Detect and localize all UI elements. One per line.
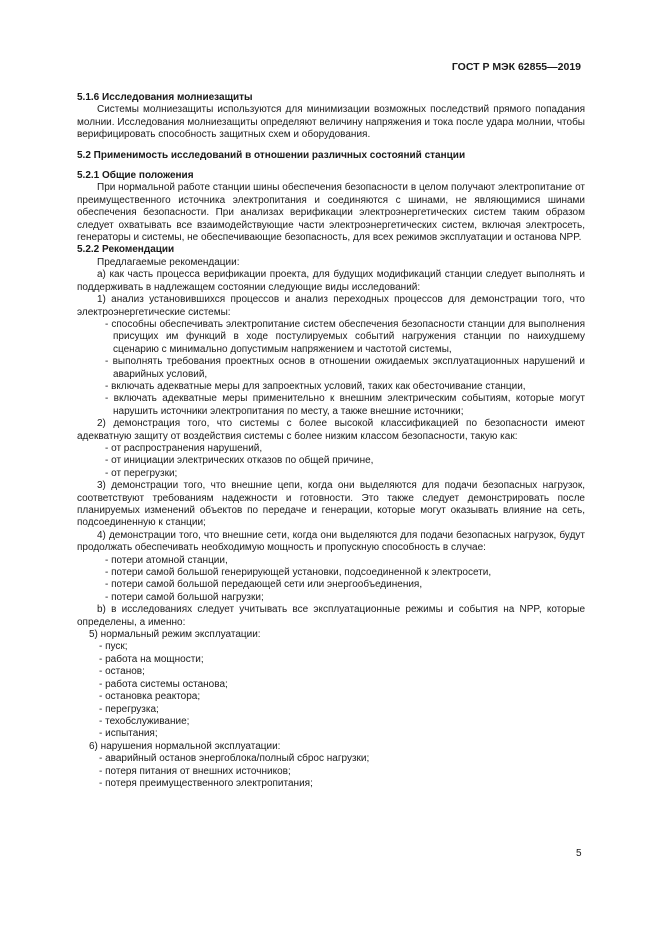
- section-5-1-6-text: Системы молниезащиты используются для минимизации возможных последствий прямого попадания молнии. Исследования молниезащиты определяют величину напряжения и тока после удара молнии, чтобы верифицировать способность защитных схем и оборудования.: [77, 104, 585, 141]
- list-item: - потеря преимущественного электропитания;: [99, 777, 313, 789]
- list-item: - пуск;: [99, 641, 128, 653]
- list-item: - от распространения нарушений,: [105, 442, 263, 454]
- list-item: - потери самой большой генерирующей установки, подсоединенной к электросети,: [105, 567, 492, 579]
- list-item: - техобслуживание;: [99, 715, 190, 727]
- list-item: - перегрузка;: [99, 703, 159, 715]
- list-item: - способны обеспечивать электропитание систем обеспечения безопасности станции для выполнения присущих им функций в ходе постулируемых событий нагружения станции по наихудшему сценарию с минимально допустимым напряжением и частотой системы,: [105, 318, 585, 355]
- section-5-2-1-title: 5.2.1 Общие положения: [77, 170, 194, 182]
- item-a: а) как часть процесса верификации проекта, для будущих модификаций станции следует выполнять и поддерживать в надлежащем состоянии следующие виды исследований:: [77, 269, 585, 293]
- item-4: 4) демонстрации того, что внешние сети, когда они выделяются для подачи безопасных нагрузок, будут продолжать обеспечивать необходимую мощность и пропускную способность в случае:: [77, 529, 585, 554]
- list-item: - работа на мощности;: [99, 653, 204, 665]
- list-item: - потери самой большой нагрузки;: [105, 591, 264, 603]
- item-3: 3) демонстрации того, что внешние цепи, когда они выделяются для подачи безопасных нагрузок, соответствуют требованиям надежности и готовности. Это также следует демонстрировать после планируемых изменений объектов по передаче и генерации, которые могут оказывать влияние на сеть, подсоединенную к станции;: [77, 480, 585, 529]
- section-5-2-title: 5.2 Применимость исследований в отношении различных состояний станции: [77, 149, 466, 161]
- document-id: ГОСТ Р МЭК 62855—2019: [451, 61, 581, 73]
- page-number: 5: [576, 848, 582, 859]
- list-item: - потери самой большой передающей сети или энергообъединения,: [105, 579, 423, 591]
- list-item: - останов;: [99, 666, 145, 678]
- item-b: b) в исследованиях следует учитывать все эксплуатационные режимы и события на NPP, которые определены, а именно:: [77, 604, 585, 628]
- list-item: - потери атомной станции,: [105, 554, 228, 566]
- list-item: - потеря питания от внешних источников;: [99, 765, 291, 777]
- item-6: 6) нарушения нормальной эксплуатации:: [89, 740, 281, 752]
- item-1: 1) анализ установившихся процессов и анализ переходных процессов для демонстрации того, что электроэнергетические системы:: [77, 294, 585, 318]
- list-item: - выполнять требования проектных основ в отношении ожидаемых эксплуатационных нарушений и аварийных условий,: [105, 356, 585, 380]
- list-item: - работа системы останова;: [99, 678, 228, 690]
- section-5-2-1-text: При нормальной работе станции шины обеспечения безопасности в целом получают электропитание от преимущественного источника электропитания и соединяются с шинами, не являющимися шинами обеспечения безопасности. При анализах верификации электроэнергетических систем таким образом следует охватывать все взаимодействующие части электроэнергетических систем, включая электросеть, генераторы и системы, не обеспечивающие безопасность, для всех режимов эксплуатации и останова NPP.: [77, 182, 585, 244]
- recommendations-intro: Предлагаемые рекомендации:: [97, 256, 240, 268]
- document-body: [77, 92, 585, 790]
- list-item: - аварийный останов энергоблока/полный сброс нагрузки;: [99, 753, 370, 765]
- item-5: 5) нормальный режим эксплуатации:: [89, 629, 261, 641]
- list-item: - испытания;: [99, 728, 158, 740]
- list-item: - включать адекватные меры для запроектных условий, таких как обесточивание станции,: [105, 380, 526, 392]
- list-item: - включать адекватные меры применительно к внешним электрическим событиям, которые могут нарушить источники электропитания по месту, а также внешние источники;: [105, 393, 585, 417]
- section-5-2-2-title: 5.2.2 Рекомендации: [77, 244, 175, 256]
- list-item: - от инициации электрических отказов по общей причине,: [105, 455, 374, 467]
- list-item: - остановка реактора;: [99, 691, 201, 703]
- list-item: - от перегрузки;: [105, 467, 178, 479]
- item-2: 2) демонстрация того, что системы с более высокой классификацией по безопасности имеют адекватную защиту от воздействия системы с более низким классом безопасности, такую как:: [77, 418, 585, 442]
- section-5-1-6-title: 5.1.6 Исследования молниезащиты: [77, 92, 253, 103]
